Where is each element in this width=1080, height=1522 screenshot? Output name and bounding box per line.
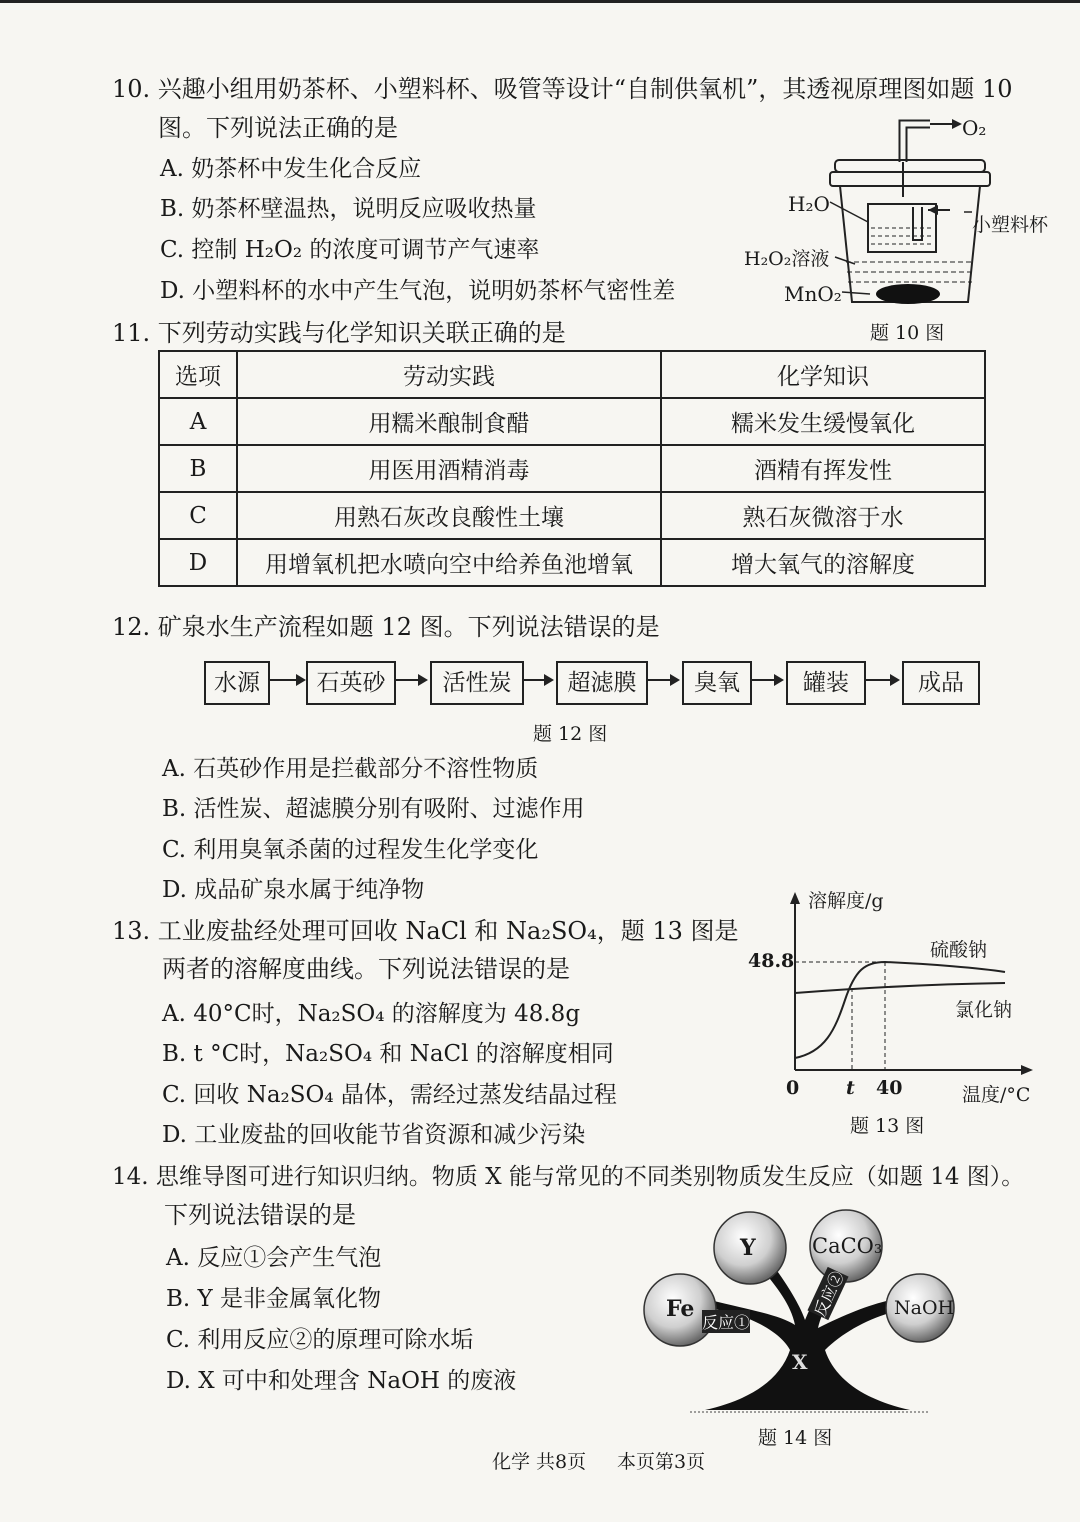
tree-label-fe: Fe xyxy=(666,1296,695,1322)
q12-figure-caption: 题 12 图 xyxy=(533,723,608,745)
table-header-cell: 化学知识 xyxy=(661,351,985,398)
table-cell: 用增氧机把水喷向空中给养鱼池增氧 xyxy=(237,539,661,586)
tree-label-x: X xyxy=(792,1350,808,1374)
table-cell: 增大氧气的溶解度 xyxy=(661,539,985,586)
q12-option-d: D. 成品矿泉水属于纯净物 xyxy=(162,877,425,903)
inner-tube xyxy=(903,162,922,240)
q13-figure-caption: 题 13 图 xyxy=(850,1115,925,1137)
flow-step-5: 臭氧 xyxy=(682,661,752,705)
chart-origin: 0 xyxy=(786,1077,800,1099)
table-cell: 用糯米酿制食醋 xyxy=(237,398,661,445)
table-row xyxy=(159,398,985,445)
q10-label-h2o: H₂O xyxy=(788,192,830,216)
table-row xyxy=(159,492,985,539)
q12-emph-1: 错 xyxy=(563,613,588,641)
q12-emph-2: 误 xyxy=(587,613,612,641)
table-header-row xyxy=(159,351,985,398)
footer-subject-pages: 化学 共8页 xyxy=(492,1451,587,1473)
table-row xyxy=(159,445,985,492)
chart-ylabel: 溶解度/g xyxy=(808,890,884,912)
q10-figure-caption: 题 10 图 xyxy=(870,322,945,344)
q13-option-c: C. 回收 Na₂SO₄ 晶体，需经过蒸发结晶过程 xyxy=(162,1082,617,1108)
chart-curve1-label: 硫酸钠 xyxy=(930,939,988,961)
q10-label-small-cup: 小塑料杯 xyxy=(972,214,1049,236)
q10-label-o2: O₂ xyxy=(962,116,987,140)
tree-label-caco3: CaCO₃ xyxy=(812,1234,883,1258)
page-top-border xyxy=(0,0,1080,3)
flow-arrow xyxy=(270,679,304,681)
q13-stem-b: 的是 xyxy=(522,955,570,983)
q12-option-b: B. 活性炭、超滤膜分别有吸附、过滤作用 xyxy=(162,796,585,822)
q13-stem-line2 xyxy=(162,952,570,986)
mno2-pile xyxy=(876,284,940,304)
q10-stem-line1: 10. 兴趣小组用奶茶杯、小塑料杯、吸管等设计“自制供氧机”，其透视原理图如题 10 xyxy=(112,75,1013,103)
chart-y-mark: 48.8 xyxy=(748,950,795,972)
x-axis-arrow xyxy=(1021,1065,1033,1075)
flow-step-7: 成品 xyxy=(902,661,980,705)
q14-option-d: D. X 可中和处理含 NaOH 的废液 xyxy=(166,1368,517,1394)
flow-step-4: 超滤膜 xyxy=(556,661,648,705)
tree-label-y: Y xyxy=(740,1235,756,1261)
q11-table xyxy=(158,350,986,587)
q14-stem-line2 xyxy=(164,1198,356,1232)
q10-option-d: D. 小塑料杯的水中产生气泡，说明奶茶杯气密性差 xyxy=(160,278,676,304)
flow-arrow xyxy=(524,679,552,681)
q14-stem-line1: 14. 思维导图可进行知识归纳。物质 X 能与常见的不同类别物质发生反应（如题 14 图）。 xyxy=(112,1164,1025,1190)
q14-stem-b: 的是 xyxy=(308,1201,356,1229)
straw-outer xyxy=(903,124,930,162)
chart-x-t: t xyxy=(846,1077,855,1099)
o2-arrow-head xyxy=(952,119,962,129)
footer-page-number: 本页第3页 xyxy=(617,1451,706,1473)
q10-label-h2o2: H₂O₂溶液 xyxy=(744,248,830,270)
table-header-cell: 选项 xyxy=(159,351,237,398)
q14-emph-2: 误 xyxy=(284,1201,308,1229)
chart-curve2-label: 氯化钠 xyxy=(955,999,1013,1021)
q14-figure-caption: 题 14 图 xyxy=(758,1427,833,1449)
flow-arrow xyxy=(648,679,678,681)
flow-step-1: 水源 xyxy=(204,661,270,705)
table-row xyxy=(159,539,985,586)
q14-emph-1: 错 xyxy=(260,1201,284,1229)
q10-label-mno2: MnO₂ xyxy=(784,282,842,306)
q10-option-c: C. 控制 H₂O₂ 的浓度可调节产气速率 xyxy=(160,237,540,263)
q14-stem-a: 下列说法 xyxy=(164,1201,260,1229)
q12-stem xyxy=(112,610,660,644)
table-header-cell: 劳动实践 xyxy=(237,351,661,398)
tree-label-naoh: NaOH xyxy=(894,1297,955,1319)
q14-option-c: C. 利用反应②的原理可除水垢 xyxy=(166,1327,474,1353)
flow-arrow xyxy=(866,679,898,681)
table-cell: 酒精有挥发性 xyxy=(661,445,985,492)
table-cell: B xyxy=(159,445,237,492)
q13-option-b: B. t °C时，Na₂SO₄ 和 NaCl 的溶解度相同 xyxy=(162,1041,614,1067)
chart-x-40: 40 xyxy=(876,1077,903,1099)
tree-label-reaction1: 反应① xyxy=(702,1310,750,1333)
cup-lid-top xyxy=(835,160,985,172)
flow-arrow xyxy=(752,679,782,681)
nacl-curve xyxy=(795,983,1005,993)
table-cell: A xyxy=(159,398,237,445)
q13-emph-1: 错 xyxy=(474,955,498,983)
flow-arrow xyxy=(396,679,426,681)
q13-emph-2: 误 xyxy=(498,955,522,983)
table-cell: 用医用酒精消毒 xyxy=(237,445,661,492)
q14-option-b: B. Y 是非金属氧化物 xyxy=(166,1286,382,1312)
table-cell: 用熟石灰改良酸性土壤 xyxy=(237,492,661,539)
q11-stem: 11. 下列劳动实践与化学知识关联正确的是 xyxy=(112,319,566,347)
q10-stem-line2: 图。下列说法正确的是 xyxy=(158,114,398,142)
q13-option-a: A. 40°C时，Na₂SO₄ 的溶解度为 48.8g xyxy=(162,1001,581,1027)
flow-step-2: 石英砂 xyxy=(306,661,396,705)
q10-option-a: A. 奶茶杯中发生化合反应 xyxy=(160,156,422,182)
flow-step-6: 罐装 xyxy=(786,661,866,705)
table-cell: C xyxy=(159,492,237,539)
chart-xlabel: 温度/°C xyxy=(962,1084,1031,1106)
q12-stem-a: 12. 矿泉水生产流程如题 12 图。下列说法 xyxy=(112,613,564,641)
table-cell: 熟石灰微溶于水 xyxy=(661,492,985,539)
q12-option-a: A. 石英砂作用是拦截部分不溶性物质 xyxy=(162,756,539,782)
cup-lid-rim xyxy=(830,172,990,186)
y-axis-arrow xyxy=(790,892,800,904)
tree-label-reaction2: 反应② xyxy=(807,1267,848,1320)
q10-option-b: B. 奶茶杯壁温热，说明反应吸收热量 xyxy=(160,196,537,222)
q13-stem-line1: 13. 工业废盐经处理可回收 NaCl 和 Na₂SO₄，题 13 图是 xyxy=(112,917,739,945)
q13-option-d: D. 工业废盐的回收能节省资源和减少污染 xyxy=(162,1122,586,1148)
q13-stem-a: 两者的溶解度曲线。下列说法 xyxy=(162,955,474,983)
table-cell: 糯米发生缓慢氧化 xyxy=(661,398,985,445)
q14-option-a: A. 反应①会产生气泡 xyxy=(166,1245,382,1271)
table-cell: D xyxy=(159,539,237,586)
q12-option-c: C. 利用臭氧杀菌的过程发生化学变化 xyxy=(162,837,539,863)
flow-step-3: 活性炭 xyxy=(430,661,524,705)
q12-stem-b: 的是 xyxy=(611,613,660,641)
